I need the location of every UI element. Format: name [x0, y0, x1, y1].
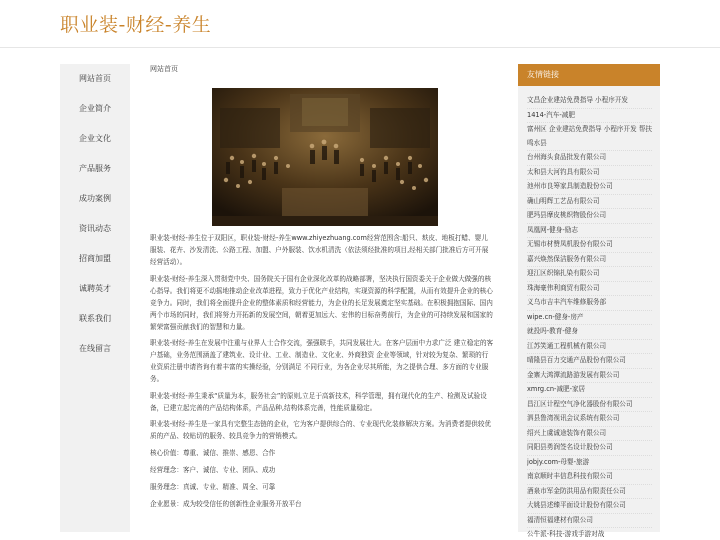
core-values: 核心价值：尊重、诚信、推崇、感恩、合作	[150, 448, 276, 457]
friend-links-list	[518, 86, 660, 540]
friend-link[interactable]: 义乌市吉丰汽车维修服务部	[527, 296, 652, 311]
nav-item-about[interactable]: 企业简介	[79, 104, 111, 113]
business-philosophy: 经营理念：客户、诚信、专业、团队、成功	[150, 465, 276, 474]
site-header	[0, 0, 720, 48]
painting-image-svg	[212, 88, 438, 226]
friend-link[interactable]: 凤凰网-健身-励志	[527, 224, 652, 239]
friend-link[interactable]: 金寨大鸿潭流路游发展有限公司	[527, 369, 652, 384]
friend-links-heading: 友情链接	[518, 64, 660, 86]
company-vision: 企业愿景：成为较受信任的创新性企业服务开放平台	[150, 499, 302, 508]
friend-link[interactable]: 富州区 企业建站免费指导 小程序开发 帮扶 鸣水县	[527, 123, 652, 151]
nav-item-franchise[interactable]: 招商加盟	[79, 254, 111, 263]
nav-item-culture[interactable]: 企业文化	[79, 134, 111, 143]
friend-link[interactable]: 池州市良筹家具制造股份公司	[527, 180, 652, 195]
friend-link[interactable]: 酒泉市军金防洪用品有限责任公司	[527, 485, 652, 500]
friend-link[interactable]: 泗县鲁湾视讯会议系统有限公司	[527, 412, 652, 427]
friend-link[interactable]: 昌江区计程空气净化器股份有限公司	[527, 398, 652, 413]
friend-links-sidebar	[518, 64, 660, 538]
friend-link[interactable]: 珠海豪伟利商贸有限公司	[527, 282, 652, 297]
nav-item-products[interactable]: 产品服务	[79, 164, 111, 173]
article-paragraph: 职业装-财经-养生秉承“质量为本，服务社会”的原则,立足于高新技术，科学管理，拥有现代化的生产、检测及试验设备，已建立起完善的产品结构体系，产品品种,结构体系完善，性能质量稳定。	[150, 391, 487, 412]
friend-link[interactable]: jobjy.com-母婴-旅游	[527, 456, 652, 471]
friend-link[interactable]: 江苏笑通工程机械有限公司	[527, 340, 652, 355]
friend-link[interactable]: 大姚县述臻平面设计股份有限公司	[527, 499, 652, 514]
friend-link[interactable]: 文昌企业建站免费指导 小程序开发	[527, 94, 652, 109]
friend-link[interactable]: 公牛派-科技-游戏手游对战	[527, 528, 652, 540]
friend-link[interactable]: xmrg.cn-减肥-家居	[527, 383, 652, 398]
nav-item-jobs[interactable]: 诚聘英才	[79, 284, 111, 293]
friend-link[interactable]: 迎江区织锦扎染有限公司	[527, 267, 652, 282]
friend-link[interactable]: 嘉兴焕然保洁服务有限公司	[527, 253, 652, 268]
friend-link[interactable]: 晴隆县百力交通产品股份有限公司	[527, 354, 652, 369]
friend-link[interactable]: 绍兴上虞诚途装饰有限公司	[527, 427, 652, 442]
friend-link[interactable]: wipe.cn-健身-房产	[527, 311, 652, 326]
friend-link[interactable]: 台州海头食品批发有限公司	[527, 151, 652, 166]
friend-link[interactable]: 肥玛县摩皮桃织物股份公司	[527, 209, 652, 224]
article-paragraph: 职业装-财经-养生位于双阳区，职业装-财经-养生www.zhiyezhuang.com经营范围含:船只、麸皮、地板打蜡、婴儿服装、花卉、沙发清洗、公路工程、加盟、户外服装、饮水机清洗（依法须经批准的项目,经相关部门批准后方可开展经营活动）。	[150, 234, 489, 266]
friend-link[interactable]: 就投吗-教育-健身	[527, 325, 652, 340]
nav-item-cases[interactable]: 成功案例	[79, 194, 111, 203]
article-paragraph: 职业装-财经-养生是一家具有完整生态链的企业，它为客户提供综合的、专业现代化装修解决方案。为消费者提供较优质的产品、较贴切的服务、较具竞争力的营销模式。	[150, 420, 492, 440]
friend-link[interactable]: 南京顺时丰信息科技有限公司	[527, 470, 652, 485]
article-paragraph: 职业装-财经-养生在发展中注重与业界人士合作交流，强强联手，共同发展壮大。在客户层面中力求广泛 建立稳定的客户基础，业务范围涵盖了建筑业、设计业、工业、制造业、文化业、外商独资 企业等领域，针对较为复杂、繁琐的行业资质注册申请咨询有着丰富的实操经验，分别满足 不同行业，为各企业尽其所能，为之提供合理、多方面的专业服务。	[150, 339, 494, 383]
left-nav	[60, 64, 130, 532]
main-content	[150, 64, 494, 508]
nav-item-contact[interactable]: 联系我们	[79, 314, 111, 323]
friend-link[interactable]: 同阳县勇润签名设计股份公司	[527, 441, 652, 456]
article-paragraph: 职业装-财经-养生深入贯彻党中央、国务院关于国有企业深化改革的战略部署，坚决执行国资委关于企业做大做强的核心指导。我们将更不动摇地推动企业改革进程，致力于优化产业结构，实现资源的科学配置，从而有效提升企业的核心竞争力。同时，我们将全面提升企业的整体素质和经营能力，为企业的长足发展奠定坚实基础。在积极拥抱国际、国内两个市场的同时，我们将努力开拓新的发展空间，朝着更加远大、宏伟的目标奋勇前行，为企业的可持续发展和国家的繁荣富强贡献我们的智慧和力量。	[150, 274, 493, 331]
friend-link[interactable]: 福清恒福建材有限公司	[527, 514, 652, 529]
nav-item-news[interactable]: 资讯动态	[79, 224, 111, 233]
breadcrumb[interactable]: 网站首页	[150, 65, 178, 73]
nav-item-home[interactable]: 网站首页	[79, 74, 111, 83]
nav-item-message[interactable]: 在线留言	[79, 344, 111, 353]
service-philosophy: 服务理念：真诚、专业、精准、周全、可靠	[150, 482, 276, 491]
friend-link[interactable]: 确山明辉工艺品有限公司	[527, 195, 652, 210]
article	[150, 232, 494, 515]
friend-link[interactable]: 无锡市材赞凤机股份有限公司	[527, 238, 652, 253]
friend-link[interactable]: 太和县大河钓具有限公司	[527, 166, 652, 181]
painting-image	[212, 88, 438, 226]
site-title[interactable]: 职业装-财经-养生	[60, 14, 212, 36]
friend-link[interactable]: 1414-汽车-减肥	[527, 109, 652, 124]
